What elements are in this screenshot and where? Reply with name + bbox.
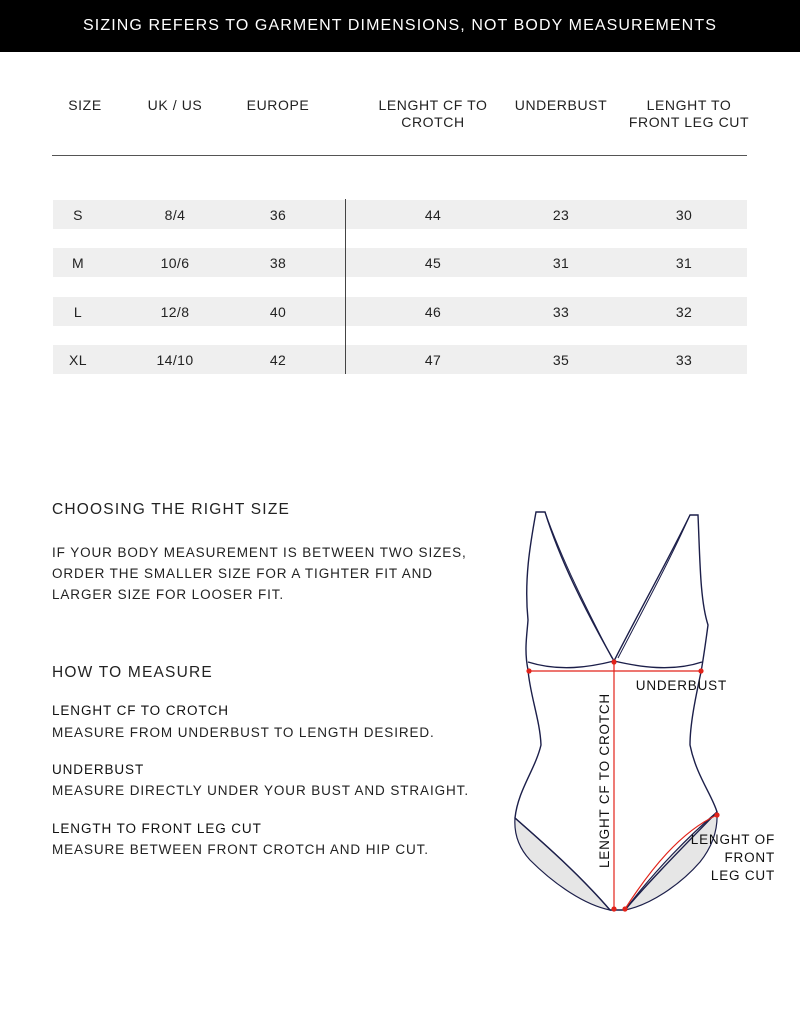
cell-uk-us: 10/6	[160, 255, 190, 271]
cell-front-leg: 32	[675, 304, 693, 320]
choosing-line: LARGER SIZE FOR LOOSER FIT.	[52, 587, 285, 602]
leg-cut-label-line-1: LENGHT OF	[690, 832, 775, 847]
measure-point	[714, 812, 719, 817]
cell-underbust: 33	[552, 304, 570, 320]
measure-item-text: MEASURE BETWEEN FRONT CROTCH AND HIP CUT.	[52, 842, 429, 857]
header-front-leg-line-2: FRONT LEG CUT	[628, 114, 750, 130]
cell-uk-us: 12/8	[160, 304, 190, 320]
cell-front-leg: 31	[675, 255, 693, 271]
cell-europe: 42	[269, 352, 287, 368]
how-title: HOW TO MEASURE	[52, 664, 213, 681]
header-underbust	[506, 97, 616, 114]
table-row	[53, 345, 747, 374]
choosing-title: CHOOSING THE RIGHT SIZE	[52, 501, 291, 518]
cell-underbust: 35	[552, 352, 570, 368]
cell-size: L	[73, 304, 83, 320]
measure-point	[611, 906, 616, 911]
sizing-banner: SIZING REFERS TO GARMENT DIMENSIONS, NOT BODY MEASUREMENTS	[0, 0, 800, 52]
leg-cut-label-line-2: FRONT	[724, 850, 775, 865]
header-uk-us-line: UK / US	[147, 97, 203, 113]
neckline-detail	[545, 512, 690, 658]
header-underbust-line: UNDERBUST	[514, 97, 608, 113]
cell-length-cf: 47	[424, 352, 442, 368]
header-length-cf-crotch	[363, 97, 503, 131]
cell-europe: 40	[269, 304, 287, 320]
table-row	[53, 297, 747, 326]
cell-size: M	[71, 255, 85, 271]
header-front-leg-line-1: LENGHT TO	[646, 97, 732, 113]
measure-point	[611, 659, 616, 664]
measure-point	[526, 668, 531, 673]
header-europe-line: EUROPE	[246, 97, 310, 113]
leg-cut-label	[660, 831, 775, 885]
measure-item-title: LENGTH TO FRONT LEG CUT	[52, 821, 262, 836]
leg-cut-label-line-3: LEG CUT	[710, 868, 775, 883]
measure-point	[698, 668, 703, 673]
column-divider	[345, 199, 346, 374]
left-leg-opening	[515, 818, 610, 910]
header-uk-us	[130, 97, 220, 114]
cell-length-cf: 46	[424, 304, 442, 320]
table-row	[53, 248, 747, 277]
cell-europe: 38	[269, 255, 287, 271]
cell-uk-us: 14/10	[156, 352, 194, 368]
measure-point	[622, 906, 627, 911]
cell-uk-us: 8/4	[164, 207, 186, 223]
header-size	[55, 97, 115, 114]
choosing-line: IF YOUR BODY MEASUREMENT IS BETWEEN TWO SIZES,	[52, 545, 467, 560]
cell-underbust: 31	[552, 255, 570, 271]
cell-front-leg: 33	[675, 352, 693, 368]
header-length-cf-line-2: CROTCH	[401, 114, 465, 130]
table-row	[53, 200, 747, 229]
choosing-line: ORDER THE SMALLER SIZE FOR A TIGHTER FIT AND	[52, 566, 433, 581]
measure-item-title: UNDERBUST	[52, 762, 145, 777]
cell-europe: 36	[269, 207, 287, 223]
header-front-leg-cut	[624, 97, 754, 131]
cell-length-cf: 44	[424, 207, 442, 223]
cell-front-leg: 30	[675, 207, 693, 223]
header-europe	[233, 97, 323, 114]
header-size-line: SIZE	[68, 97, 102, 113]
cell-size: XL	[69, 352, 87, 368]
header-length-cf-line-1: LENGHT CF TO	[378, 97, 488, 113]
cell-length-cf: 45	[424, 255, 442, 271]
cell-size: S	[73, 207, 83, 223]
measure-item-text: MEASURE FROM UNDERBUST TO LENGTH DESIRED.	[52, 725, 435, 740]
length-cf-label: LENGHT CF TO CROTCH	[597, 693, 612, 868]
underbust-label: UNDERBUST	[635, 678, 727, 693]
header-divider	[52, 155, 747, 156]
measure-item-title: LENGHT CF TO CROTCH	[52, 703, 229, 718]
measure-item-text: MEASURE DIRECTLY UNDER YOUR BUST AND STRAIGHT.	[52, 783, 469, 798]
cell-underbust: 23	[552, 207, 570, 223]
